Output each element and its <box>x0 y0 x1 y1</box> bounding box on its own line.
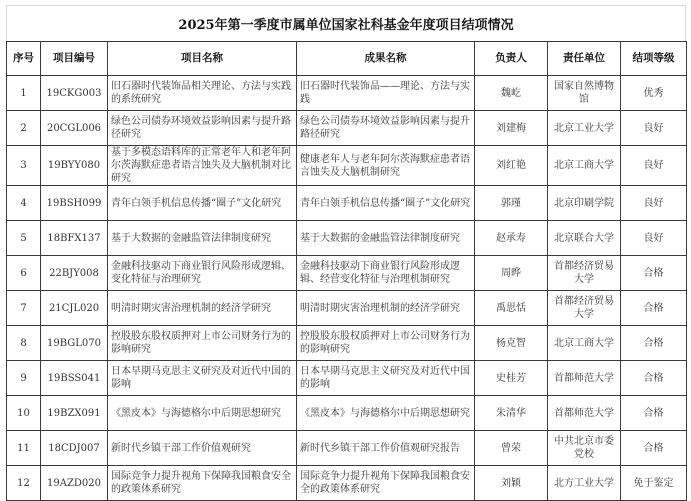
project-code: 22BJY008 <box>41 256 108 291</box>
table-row <box>7 186 687 221</box>
table-row <box>7 221 687 256</box>
table-row <box>7 396 687 431</box>
result-name: 《黑皮本》与海德格尔中后期思想研究 <box>297 396 475 431</box>
row-number: 9 <box>7 361 41 396</box>
project-code: 18BFX137 <box>41 221 108 256</box>
table-row <box>7 431 687 466</box>
header-row <box>7 42 687 76</box>
project-name: 绿色公司债券环境效益影响因素与提升路径研究 <box>108 111 297 146</box>
responsible-unit: 北京联合大学 <box>548 221 621 256</box>
responsible-unit: 北京印刷学院 <box>548 186 621 221</box>
table-row <box>7 326 687 361</box>
row-number: 10 <box>7 396 41 431</box>
table-title: 2025年第一季度市属单位国家社科基金年度项目结项情况 <box>6 5 686 41</box>
leader-name: 曾荣 <box>475 431 548 466</box>
project-code: 19BZX091 <box>41 396 108 431</box>
project-name: 青年白领手机信息传播“圈子”文化研究 <box>108 186 297 221</box>
responsible-unit: 首都经济贸易大学 <box>548 256 621 291</box>
table-row <box>7 256 687 291</box>
result-name: 国际竞争力提升视角下保障我国粮食安全的政策体系研究 <box>297 466 475 501</box>
result-name: 基于大数据的金融监管法律制度研究 <box>297 221 475 256</box>
row-number: 5 <box>7 221 41 256</box>
project-name: 明清时期灾害治理机制的经济学研究 <box>108 291 297 326</box>
result-name: 金融科技驱动下商业银行风险形成逻辑、经营变化特征与治理机制研究 <box>297 256 475 291</box>
header-grade: 结项等级 <box>621 42 687 76</box>
responsible-unit: 首都师范大学 <box>548 396 621 431</box>
result-name: 旧石器时代装饰品——理论、方法与实践 <box>297 76 475 111</box>
project-name: 《黑皮本》与海德格尔中后期思想研究 <box>108 396 297 431</box>
completion-grade: 良好 <box>621 221 687 256</box>
completion-grade: 合格 <box>621 431 687 466</box>
result-name: 新时代乡镇干部工作价值观研究报告 <box>297 431 475 466</box>
result-name: 青年白领手机信息传播“圈子”文化研究 <box>297 186 475 221</box>
leader-name: 刘建梅 <box>475 111 548 146</box>
header-code: 项目编号 <box>41 42 108 76</box>
result-name: 绿色公司债券环境效益影响因素与提升路径研究 <box>297 111 475 146</box>
project-name: 基于大数据的金融监管法律制度研究 <box>108 221 297 256</box>
completion-grade: 良好 <box>621 111 687 146</box>
result-name: 日本早期马克思主义研究及对近代中国的影响 <box>297 361 475 396</box>
leader-name: 禹思恬 <box>475 291 548 326</box>
leader-name: 史桂芳 <box>475 361 548 396</box>
project-name: 国际竞争力提升视角下保障我国粮食安全的政策体系研究 <box>108 466 297 501</box>
project-name: 新时代乡镇干部工作价值观研究 <box>108 431 297 466</box>
project-name: 金融科技驱动下商业银行风险形成逻辑、变化特征与治理研究 <box>108 256 297 291</box>
leader-name: 刘颖 <box>475 466 548 501</box>
project-code: 19CKG003 <box>41 76 108 111</box>
project-code: 18CDJ007 <box>41 431 108 466</box>
project-code: 21CJL020 <box>41 291 108 326</box>
responsible-unit: 首都师范大学 <box>548 361 621 396</box>
leader-name: 刘红艳 <box>475 146 548 186</box>
project-code: 19BYY080 <box>41 146 108 186</box>
row-number: 12 <box>7 466 41 501</box>
row-number: 7 <box>7 291 41 326</box>
result-name: 健康老年人与老年阿尔茨海默症患者语言蚀失及大脑机制研究 <box>297 146 475 186</box>
project-code: 20CGL006 <box>41 111 108 146</box>
completion-grade: 合格 <box>621 361 687 396</box>
row-number: 6 <box>7 256 41 291</box>
completion-grade: 合格 <box>621 396 687 431</box>
completion-grade: 免于鉴定 <box>621 466 687 501</box>
responsible-unit: 北京工商大学 <box>548 326 621 361</box>
project-code: 19BSS041 <box>41 361 108 396</box>
responsible-unit: 国家自然博物馆 <box>548 76 621 111</box>
project-name: 控股股东股权质押对上市公司财务行为的影响研究 <box>108 326 297 361</box>
row-number: 1 <box>7 76 41 111</box>
responsible-unit: 北京工商大学 <box>548 146 621 186</box>
table-row <box>7 111 687 146</box>
leader-name: 杨克智 <box>475 326 548 361</box>
leader-name: 赵承寿 <box>475 221 548 256</box>
results-table <box>6 41 687 501</box>
table-row <box>7 361 687 396</box>
result-name: 明清时期灾害治理机制的经济学研究 <box>297 291 475 326</box>
table-row <box>7 466 687 501</box>
project-name: 基于多模态语料库的正常老年人和老年阿尔茨海默症患者语言蚀失及大脑机制对比研究 <box>108 146 297 186</box>
completion-grade: 合格 <box>621 291 687 326</box>
header-leader: 负责人 <box>475 42 548 76</box>
table-row <box>7 291 687 326</box>
header-unit: 责任单位 <box>548 42 621 76</box>
table-row <box>7 146 687 186</box>
responsible-unit: 北方工业大学 <box>548 466 621 501</box>
header-result: 成果名称 <box>297 42 475 76</box>
project-name: 旧石器时代装饰品相关理论、方法与实践的系统研究 <box>108 76 297 111</box>
leader-name: 魏屹 <box>475 76 548 111</box>
header-no: 序号 <box>7 42 41 76</box>
completion-grade: 良好 <box>621 186 687 221</box>
responsible-unit: 首都经济贸易大学 <box>548 291 621 326</box>
completion-grade: 合格 <box>621 256 687 291</box>
completion-grade: 良好 <box>621 146 687 186</box>
leader-name: 郭瑾 <box>475 186 548 221</box>
leader-name: 朱清华 <box>475 396 548 431</box>
table-row <box>7 76 687 111</box>
responsible-unit: 北京工业大学 <box>548 111 621 146</box>
project-name: 日本早期马克思主义研究及对近代中国的影响 <box>108 361 297 396</box>
row-number: 11 <box>7 431 41 466</box>
project-code: 19BSH099 <box>41 186 108 221</box>
row-number: 3 <box>7 146 41 186</box>
result-name: 控股股东股权质押对上市公司财务行为的影响研究 <box>297 326 475 361</box>
row-number: 4 <box>7 186 41 221</box>
completion-grade: 合格 <box>621 326 687 361</box>
responsible-unit: 中共北京市委党校 <box>548 431 621 466</box>
project-code: 19AZD020 <box>41 466 108 501</box>
row-number: 2 <box>7 111 41 146</box>
completion-grade: 优秀 <box>621 76 687 111</box>
header-project: 项目名称 <box>108 42 297 76</box>
row-number: 8 <box>7 326 41 361</box>
results-sheet <box>6 5 686 501</box>
project-code: 19BGL070 <box>41 326 108 361</box>
leader-name: 周晔 <box>475 256 548 291</box>
